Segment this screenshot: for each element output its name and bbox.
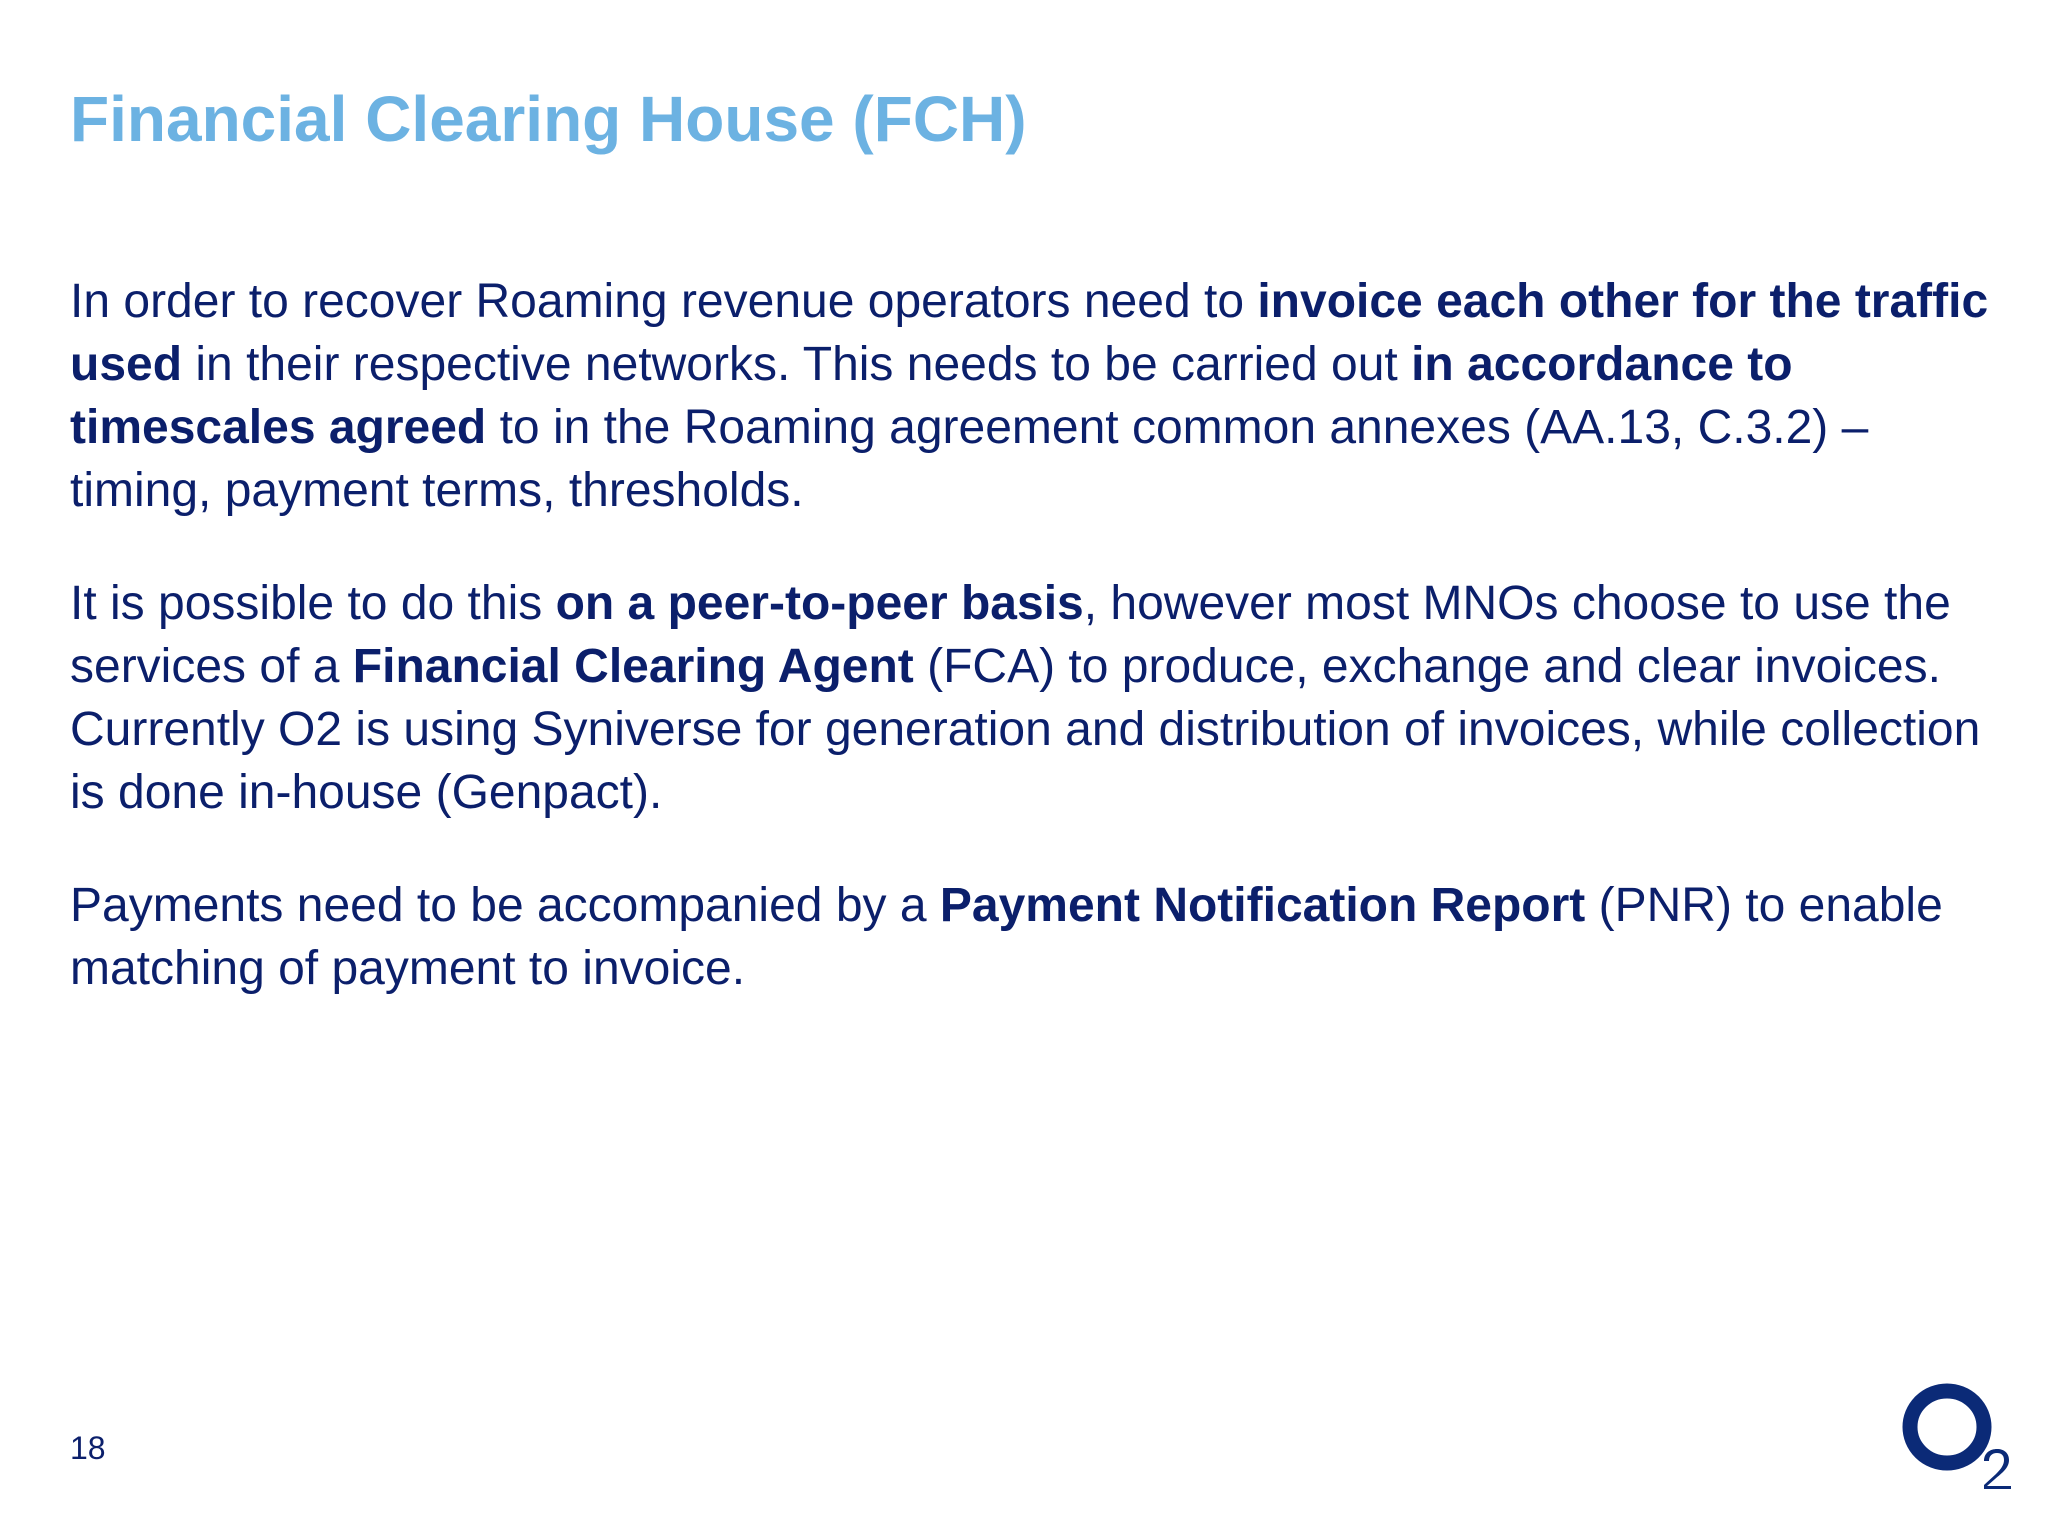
text-segment: in their respective networks. This needs to be carried out (182, 338, 1412, 391)
slide-body (70, 270, 2000, 1050)
o2-logo-icon (1900, 1378, 2020, 1490)
emphasis-segment: Payment Notification Report (939, 879, 1586, 932)
text-segment: It is possible to do this (70, 577, 556, 630)
text-segment: to in the Roaming agreement common annexes (AA.13, C.3.2) – timing, payment terms, thresholds. (70, 401, 1869, 517)
slide-title: Financial Clearing House (FCH) (70, 83, 1027, 155)
emphasis-segment: invoice each other for the traffic used (70, 275, 1989, 391)
text-segment: , however most MNOs choose to use the services of a (70, 577, 1951, 693)
paragraph-payment-notification (70, 874, 2000, 1000)
text-segment: Payments need to be accompanied by a (70, 879, 940, 932)
emphasis-segment: on a peer-to-peer basis (555, 577, 1084, 630)
page-number: 18 (70, 1430, 106, 1466)
paragraph-clearing-agent (70, 572, 2000, 824)
emphasis-segment: Financial Clearing Agent (352, 640, 914, 693)
text-segment: (FCA) to produce, exchange and clear invoices. Currently O2 is using Syniverse for generation and distribution of invoices, while collection is done in-house (Genpact). (70, 640, 1981, 819)
paragraph-roaming-invoicing (70, 270, 2000, 522)
text-segment: (PNR) to enable matching of payment to invoice. (70, 879, 1943, 995)
emphasis-segment: in accordance to timescales agreed (70, 338, 1793, 454)
text-segment: In order to recover Roaming revenue operators need to (70, 275, 1258, 328)
